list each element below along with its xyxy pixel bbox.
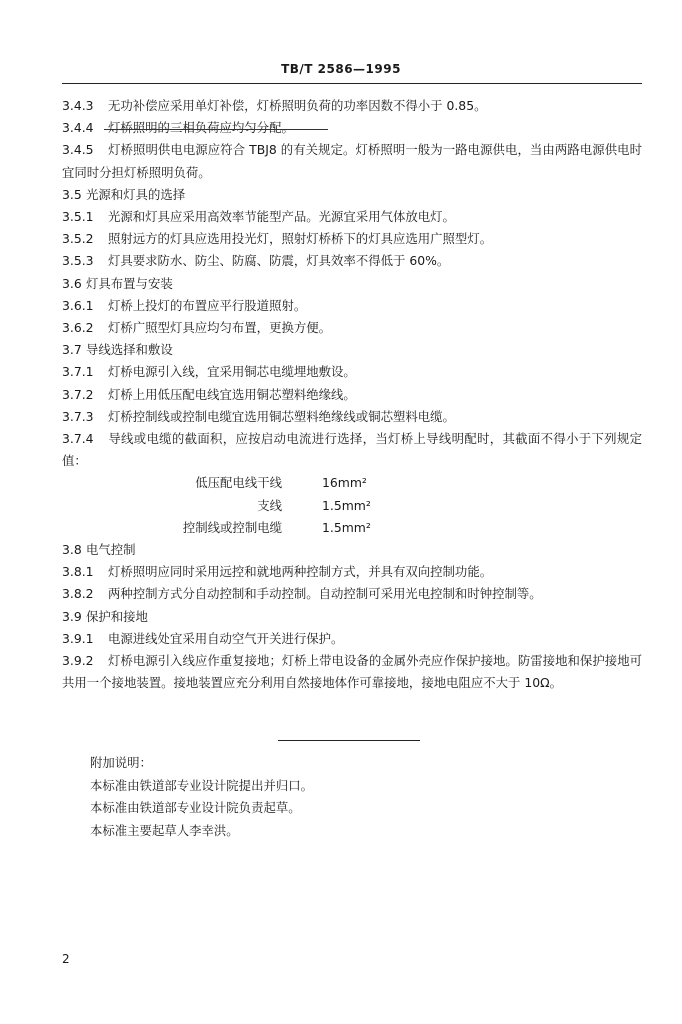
clause-3-7-4: 3.7.4 导线或电缆的截面积，应按启动电流进行选择，当灯桥上导线明配时，其截面不得小于下列规定值： [62,431,642,469]
section-3-8-heading: 3.8 电气控制 [62,542,136,558]
clause-3-5-3: 3.5.3 灯具要求防水、防尘、防腐、防震，灯具效率不得低于 60%。 [62,253,450,269]
end-divider [278,740,420,741]
table-cell-label: 控制线或控制电缆 [182,519,282,535]
clause-3-5-1: 3.5.1 光源和灯具应采用高效率节能型产品。光源宜采用气体放电灯。 [62,209,455,225]
table-cell-label: 支线 [257,497,282,513]
section-3-7-heading: 3.7 导线选择和敷设 [62,342,173,358]
notes-line: 本标准由铁道部专业设计院负责起草。 [90,800,301,816]
section-3-9-heading: 3.9 保护和接地 [62,608,148,624]
notes-line: 本标准由铁道部专业设计院提出并归口。 [90,777,314,793]
clause-3-7-1: 3.7.1 灯桥电源引入线，宜采用铜芯电缆埋地敷设。 [62,364,356,380]
clause-3-9-1: 3.9.1 电源进线处宜采用自动空气开关进行保护。 [62,630,344,646]
table-cell-value: 16mm² [322,475,367,491]
section-3-5-heading: 3.5 光源和灯具的选择 [62,186,186,202]
notes-line: 本标准主要起草人李幸洪。 [90,822,239,838]
wire-section-table [132,472,371,539]
page-number: 2 [62,952,70,966]
clause-3-9-2: 3.9.2 灯桥电源引入线应作重复接地；灯桥上带电设备的金属外壳应作保护接地。防雷接地和保护接地可共用一个接地装置。接地装置应充分利用自然接地体作可靠接地，接地电阻应不大于 10Ω。 [62,653,642,691]
table-cell-label: 低压配电线干线 [195,475,282,491]
document-body [62,95,642,694]
clause-3-8-1: 3.8.1 灯桥照明应同时采用远控和就地两种控制方式，并具有双向控制功能。 [62,564,493,580]
clause-3-4-3: 3.4.3 无功补偿应采用单灯补偿，灯桥照明负荷的功率因数不得小于 0.85。 [62,98,487,113]
table-cell-value: 1.5mm² [322,497,371,513]
clause-3-7-3: 3.7.3 灯桥控制线或控制电缆宜选用铜芯塑料绝缘线或铜芯塑料电缆。 [62,408,455,424]
table-cell-value: 1.5mm² [322,519,371,535]
table-row [132,495,371,517]
clause-3-6-2: 3.6.2 灯桥广照型灯具应均匀布置，更换方便。 [62,320,332,336]
clause-3-8-2: 3.8.2 两种控制方式分自动控制和手动控制。自动控制可采用光电控制和时钟控制等。 [62,586,542,602]
table-row [132,517,371,539]
clause-3-4-5: 3.4.5 灯桥照明供电电源应符合 TBJ8 的有关规定。灯桥照明一般为一路电源供电，当由两路电源供电时宜同时分担灯桥照明负荷。 [62,142,642,180]
section-3-6-heading: 3.6 灯具布置与安装 [62,275,173,291]
header-rule [62,83,642,84]
standard-code-header: TB/T 2586—1995 [281,62,401,76]
additional-notes [90,752,610,842]
clause-3-7-2: 3.7.2 灯桥上用低压配电线宜选用铜芯塑料绝缘线。 [62,386,356,402]
clause-3-6-1: 3.6.1 灯桥上投灯的布置应平行股道照射。 [62,297,307,313]
notes-title: 附加说明： [90,755,152,770]
clause-3-4-4: 3.4.4 灯桥照明的三相负荷应均匀分配。 [62,120,294,136]
table-row [132,472,371,494]
clause-3-5-2: 3.5.2 照射远方的灯具应选用投光灯，照射灯桥桥下的灯具应选用广照型灯。 [62,231,493,247]
